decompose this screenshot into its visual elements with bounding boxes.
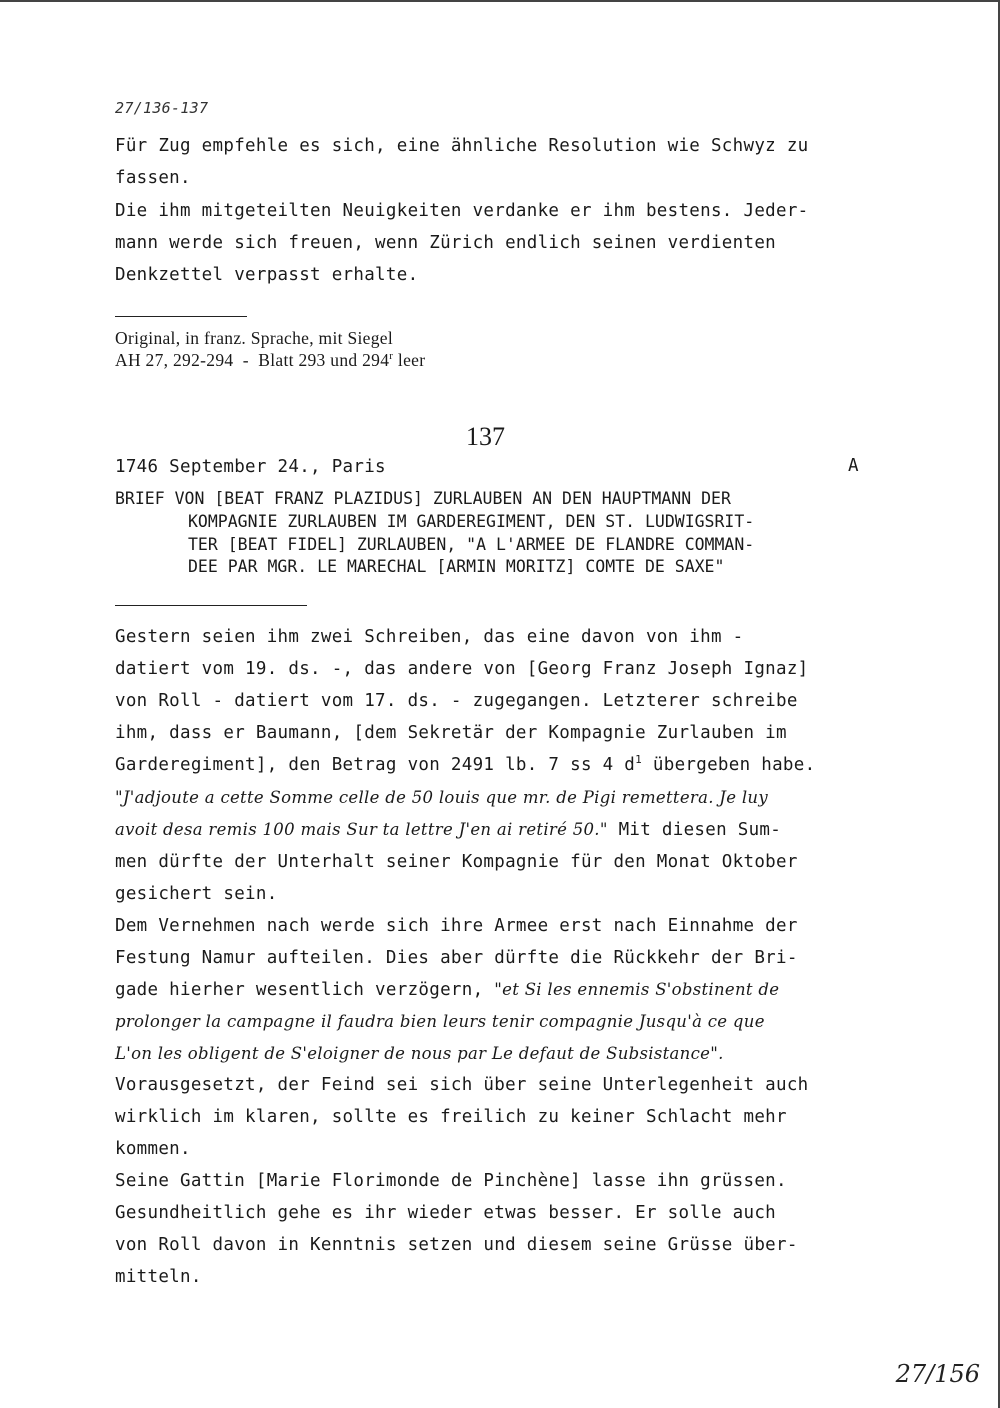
source-note-line: AH 27, 292-294 - Blatt 293 und 294$^r$ leer [115,350,426,370]
handwritten-page-number: 27/156 [895,1360,980,1388]
body-line: kommen. [115,1139,191,1159]
body-line: Vorausgesetzt, der Feind sei sich über seine Unterlegenheit auch [115,1075,809,1095]
intro-line: fassen. [115,168,191,188]
dateline: 1746 September 24., Paris [115,457,386,477]
body-line: von Roll davon in Kenntnis setzen und diesem seine Grüsse über- [115,1235,798,1255]
body-line-quote: L'on les obligent de S'eloigner de nous par Le defaut de Subsistance". [115,1044,724,1063]
body-line-quote: prolonger la campagne il faudra bien leurs tenir compagnie Jusqu'à ce que [115,1012,765,1031]
page-reference: 27/136-137 [115,99,209,117]
category-letter: A [848,456,859,476]
body-line: Gestern seien ihm zwei Schreiben, das eine davon von ihm - [115,627,744,647]
body-line: gade hierher wesentlich verzögern, "et Si les ennemis S'obstinent de [115,980,780,1000]
scan-border-top [0,0,1000,2]
body-line: Festung Namur aufteilen. Dies aber dürfte die Rückkehr der Bri- [115,948,798,968]
heading-line: KOMPAGNIE ZURLAUBEN IM GARDEREGIMENT, DEN ST. LUDWIGSRIT- [188,512,755,531]
body-line: ihm, dass er Baumann, [dem Sekretär der Kompagnie Zurlauben im [115,723,787,743]
section-rule [115,605,307,606]
intro-line: mann werde sich freuen, wenn Zürich endlich seinen verdienten [115,233,776,253]
body-line-quote: avoit desa remis 100 mais Sur ta lettre J'en ai retiré 50." Mit diesen Sum- [115,820,782,840]
body-line: wirklich im klaren, sollte es freilich zu keiner Schlacht mehr [115,1107,787,1127]
body-line-quote: "J'adjoute a cette Somme celle de 50 louis que mr. de Pigi remettera. Je luy [115,788,768,807]
heading-line: BRIEF VON [BEAT FRANZ PLAZIDUS] ZURLAUBEN AN DEN HAUPTMANN DER [115,489,731,508]
intro-line: Die ihm mitgeteilten Neuigkeiten verdanke er ihm bestens. Jeder- [115,201,809,221]
document-number: 137 [466,422,505,451]
intro-line: Für Zug empfehle es sich, eine ähnliche Resolution wie Schwyz zu [115,136,809,156]
body-line: mitteln. [115,1267,202,1287]
body-line: men dürfte der Unterhalt seiner Kompagnie für den Monat Oktober [115,852,798,872]
body-line: Garderegiment], den Betrag von 2491 lb. 7 ss 4 $d^1$ übergeben habe. [115,753,816,775]
body-line: datiert vom 19. ds. -, das andere von [Georg Franz Joseph Ignaz] [115,659,809,679]
source-note-line: Original, in franz. Sprache, mit Siegel [115,328,394,348]
footnote-rule [115,316,247,317]
body-line: Gesundheitlich gehe es ihr wieder etwas besser. Er solle auch [115,1203,776,1223]
intro-line: Denkzettel verpasst erhalte. [115,265,419,285]
body-line: Seine Gattin [Marie Florimonde de Pinchène] lasse ihn grüssen. [115,1171,787,1191]
heading-line: TER [BEAT FIDEL] ZURLAUBEN, "A L'ARMEE DE FLANDRE COMMAN- [188,535,755,554]
body-line: Dem Vernehmen nach werde sich ihre Armee erst nach Einnahme der [115,916,798,936]
body-line: gesichert sein. [115,884,278,904]
heading-line: DEE PAR MGR. LE MARECHAL [ARMIN MORITZ] COMTE DE SAXE" [188,557,725,576]
body-line: von Roll - datiert vom 17. ds. - zugegangen. Letzterer schreibe [115,691,798,711]
